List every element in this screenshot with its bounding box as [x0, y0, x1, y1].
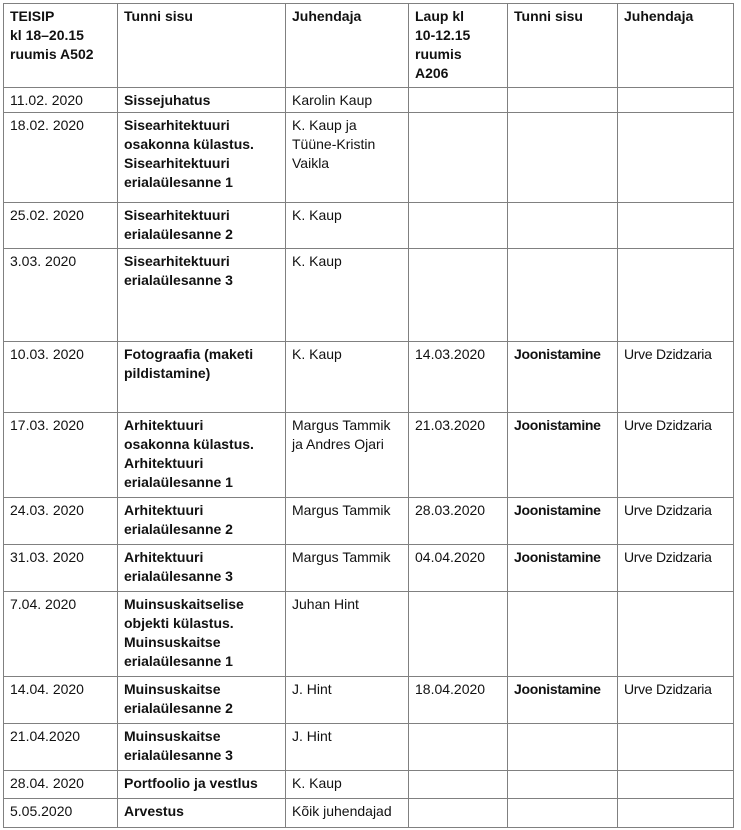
sat-date-cell	[409, 113, 508, 203]
date-cell: 14.04. 2020	[4, 677, 118, 724]
teacher-line: Vaikla	[292, 155, 330, 171]
sat-teacher-cell	[618, 799, 734, 828]
sat-date-cell: 21.03.2020	[409, 413, 508, 498]
topic-line: Fotograafia (maketi	[124, 346, 254, 362]
teacher-cell	[286, 342, 409, 413]
header-tuesday	[4, 4, 118, 88]
header-line: Laup kl	[415, 8, 465, 24]
topic-cell	[118, 799, 286, 828]
table-row	[4, 545, 734, 592]
sat-topic-cell	[508, 799, 618, 828]
sat-topic-cell	[508, 203, 618, 249]
date-cell: 31.03. 2020	[4, 545, 118, 592]
topic-cell	[118, 771, 286, 799]
teacher-cell	[286, 771, 409, 799]
topic-line: Arvestus	[124, 803, 184, 819]
sat-topic-cell: Joonistamine	[508, 498, 618, 545]
topic-line: Arhitektuuri	[124, 455, 204, 471]
header-saturday	[409, 4, 508, 88]
topic-line: osakonna külastus.	[124, 136, 254, 152]
topic-line: pildistamine)	[124, 365, 211, 381]
sat-teacher-cell: Urve Dzidzaria	[618, 498, 734, 545]
teacher-cell	[286, 113, 409, 203]
table-row	[4, 342, 734, 413]
date-cell: 18.02. 2020	[4, 113, 118, 203]
topic-line: erialaülesanne 1	[124, 474, 233, 490]
topic-line: erialaülesanne 1	[124, 174, 233, 190]
date-cell: 5.05.2020	[4, 799, 118, 828]
sat-topic-cell: Joonistamine	[508, 545, 618, 592]
table-row	[4, 592, 734, 677]
topic-line: Arhitektuuri	[124, 549, 204, 565]
sat-teacher-cell: Urve Dzidzaria	[618, 413, 734, 498]
header-line: TEISIP	[10, 8, 55, 24]
sat-date-cell	[409, 88, 508, 113]
topic-line: erialaülesanne 1	[124, 653, 233, 669]
sat-date-cell	[409, 249, 508, 342]
sat-teacher-cell	[618, 203, 734, 249]
sat-topic-cell: Joonistamine	[508, 413, 618, 498]
date-cell: 7.04. 2020	[4, 592, 118, 677]
teacher-line: Margus Tammik	[292, 417, 391, 433]
table-row	[4, 799, 734, 828]
topic-line: erialaülesanne 3	[124, 568, 233, 584]
table-row	[4, 724, 734, 771]
header-line: 10-12.15	[415, 27, 471, 43]
topic-line: Muinsuskaitse	[124, 728, 221, 744]
topic-line: Sisearhitektuuri	[124, 207, 230, 223]
header-line: kl 18–20.15	[10, 27, 84, 43]
topic-line: Sisearhitektuuri	[124, 253, 230, 269]
date-cell: 10.03. 2020	[4, 342, 118, 413]
header-teacher: Juhendaja	[286, 4, 409, 88]
topic-line: Arhitektuuri	[124, 502, 204, 518]
teacher-cell	[286, 724, 409, 771]
topic-cell	[118, 88, 286, 113]
sat-date-cell: 04.04.2020	[409, 545, 508, 592]
topic-line: Muinsuskaitse	[124, 634, 221, 650]
teacher-cell	[286, 545, 409, 592]
teacher-cell	[286, 249, 409, 342]
table-row	[4, 677, 734, 724]
teacher-line: K. Kaup	[292, 775, 342, 791]
topic-line: Portfoolio ja vestlus	[124, 775, 258, 791]
teacher-line: K. Kaup	[292, 253, 342, 269]
sat-teacher-cell: Urve Dzidzaria	[618, 545, 734, 592]
teacher-line: K. Kaup	[292, 207, 342, 223]
sat-date-cell	[409, 203, 508, 249]
topic-line: Sisearhitektuuri	[124, 155, 230, 171]
topic-line: erialaülesanne 3	[124, 272, 233, 288]
teacher-line: Tüüne-Kristin	[292, 136, 376, 152]
teacher-line: J. Hint	[292, 728, 332, 744]
date-cell: 25.02. 2020	[4, 203, 118, 249]
topic-cell	[118, 249, 286, 342]
teacher-line: Kõik juhendajad	[292, 803, 392, 819]
sat-date-cell: 18.04.2020	[409, 677, 508, 724]
table-row	[4, 771, 734, 799]
sat-teacher-cell	[618, 249, 734, 342]
topic-line: Arhitektuuri	[124, 417, 204, 433]
teacher-cell	[286, 88, 409, 113]
topic-cell	[118, 113, 286, 203]
teacher-cell	[286, 799, 409, 828]
topic-cell	[118, 342, 286, 413]
sat-topic-cell	[508, 249, 618, 342]
topic-line: osakonna külastus.	[124, 436, 254, 452]
header-sat-topic: Tunni sisu	[508, 4, 618, 88]
sat-date-cell	[409, 771, 508, 799]
sat-topic-cell: Joonistamine	[508, 677, 618, 724]
table-row	[4, 413, 734, 498]
topic-line: erialaülesanne 3	[124, 747, 233, 763]
header-sat-teacher: Juhendaja	[618, 4, 734, 88]
table-row	[4, 203, 734, 249]
sat-teacher-cell: Urve Dzidzaria	[618, 342, 734, 413]
sat-teacher-cell: Urve Dzidzaria	[618, 677, 734, 724]
table-row	[4, 498, 734, 545]
sat-topic-cell	[508, 113, 618, 203]
sat-date-cell	[409, 592, 508, 677]
date-cell: 17.03. 2020	[4, 413, 118, 498]
teacher-line: Margus Tammik	[292, 502, 391, 518]
table-row	[4, 113, 734, 203]
sat-topic-cell	[508, 88, 618, 113]
topic-line: objekti külastus.	[124, 615, 234, 631]
teacher-cell	[286, 203, 409, 249]
topic-line: Muinsuskaitselise	[124, 596, 244, 612]
teacher-line: ja Andres Ojari	[292, 436, 384, 452]
teacher-line: Margus Tammik	[292, 549, 391, 565]
table-row	[4, 249, 734, 342]
teacher-cell	[286, 677, 409, 724]
header-row	[4, 4, 734, 88]
sat-date-cell: 28.03.2020	[409, 498, 508, 545]
header-line: A206	[415, 65, 449, 81]
topic-cell	[118, 413, 286, 498]
topic-line: erialaülesanne 2	[124, 226, 233, 242]
teacher-line: Juhan Hint	[292, 596, 359, 612]
date-cell: 24.03. 2020	[4, 498, 118, 545]
teacher-cell	[286, 413, 409, 498]
sat-teacher-cell	[618, 771, 734, 799]
date-cell: 28.04. 2020	[4, 771, 118, 799]
topic-line: Sissejuhatus	[124, 92, 211, 108]
sat-topic-cell	[508, 592, 618, 677]
sat-teacher-cell	[618, 113, 734, 203]
sat-topic-cell	[508, 724, 618, 771]
header-line: ruumis A502	[10, 46, 94, 62]
topic-line: Muinsuskaitse	[124, 681, 221, 697]
schedule-table	[3, 3, 734, 828]
teacher-cell	[286, 498, 409, 545]
topic-line: Sisearhitektuuri	[124, 117, 230, 133]
date-cell: 11.02. 2020	[4, 88, 118, 113]
sat-date-cell	[409, 799, 508, 828]
sat-teacher-cell	[618, 592, 734, 677]
header-topic: Tunni sisu	[118, 4, 286, 88]
header-line: ruumis	[415, 46, 462, 62]
sat-topic-cell: Joonistamine	[508, 342, 618, 413]
teacher-line: K. Kaup ja	[292, 117, 357, 133]
teacher-line: K. Kaup	[292, 346, 342, 362]
topic-cell	[118, 724, 286, 771]
topic-cell	[118, 498, 286, 545]
sat-date-cell: 14.03.2020	[409, 342, 508, 413]
topic-cell	[118, 545, 286, 592]
topic-cell	[118, 592, 286, 677]
table-row	[4, 88, 734, 113]
date-cell: 3.03. 2020	[4, 249, 118, 342]
topic-cell	[118, 677, 286, 724]
sat-teacher-cell	[618, 88, 734, 113]
topic-line: erialaülesanne 2	[124, 700, 233, 716]
sat-teacher-cell	[618, 724, 734, 771]
topic-line: erialaülesanne 2	[124, 521, 233, 537]
teacher-line: J. Hint	[292, 681, 332, 697]
teacher-cell	[286, 592, 409, 677]
date-cell: 21.04.2020	[4, 724, 118, 771]
sat-topic-cell	[508, 771, 618, 799]
sat-date-cell	[409, 724, 508, 771]
topic-cell	[118, 203, 286, 249]
teacher-line: Karolin Kaup	[292, 92, 373, 108]
